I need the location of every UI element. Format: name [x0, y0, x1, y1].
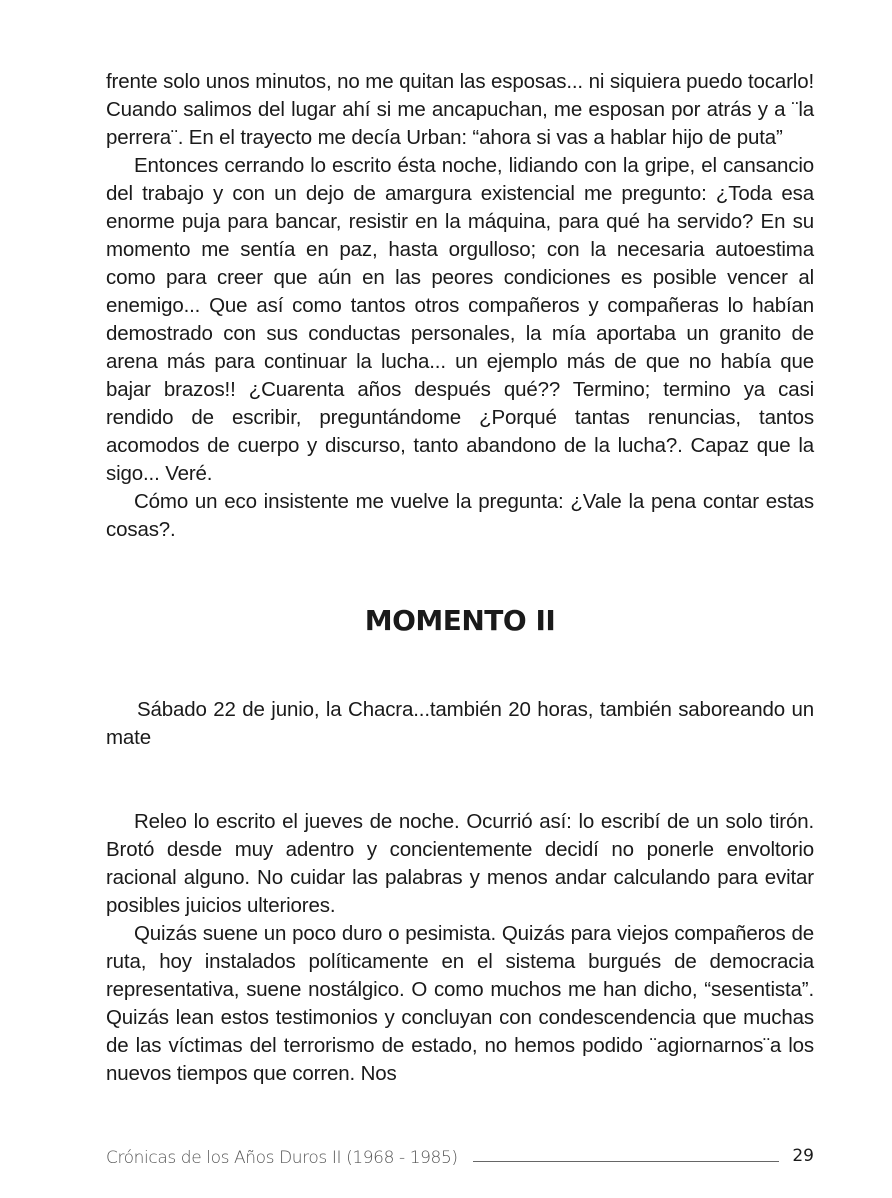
page-footer: [106, 1148, 814, 1174]
text-block-2: [106, 696, 814, 752]
paragraph: Cómo un eco insistente me vuelve la pregunta: ¿Vale la pena contar estas cosas?.: [106, 490, 814, 541]
footer-rule: [473, 1161, 779, 1162]
page-number: 29: [792, 1146, 814, 1166]
text-block-1: [106, 68, 814, 544]
section-heading: MOMENTO II: [364, 604, 556, 637]
text-block-3: [106, 808, 814, 1088]
footer-book-title: Crónicas de los Años Duros II (1968 - 1985): [106, 1148, 458, 1168]
paragraph: frente solo unos minutos, no me quitan las esposas... ni siquiera puedo tocarlo! Cuando salimos del lugar ahí si me ancapuchan, me esposan por atrás y a ¨la perrera¨. En el trayecto me decía Urban: “ahora si vas a hablar hijo de puta”: [106, 70, 814, 149]
paragraph: Releo lo escrito el jueves de noche. Ocurrió así: lo escribí de un solo tirón. Brotó desde muy adentro y concientemente decidí no ponerle envoltorio racional alguno. No cuidar las palabras y menos andar calculando para evitar posibles juicios ulteriores.: [106, 810, 814, 917]
paragraph-date: Sábado 22 de junio, la Chacra...también 20 horas, también saboreando un mate: [106, 698, 814, 749]
paragraph: Quizás suene un poco duro o pesimista. Quizás para viejos compañeros de ruta, hoy instalados políticamente en el sistema burgués de democracia representativa, suene nostálgico. O como muchos me han dicho, “sesentista”. Quizás lean estos testimonios y concluyan con condescendencia que muchas de las víctimas del terrorismo de estado, no hemos podido ¨agiornarnos¨a los nuevos tiempos que corren. Nos: [106, 922, 814, 1085]
paragraph: Entonces cerrando lo escrito ésta noche, lidiando con la gripe, el cansancio del trabajo y con un dejo de amargura existencial me pregunto: ¿Toda esa enorme puja para bancar, resistir en la máquina, para qué ha servido? En su momento me sentía en paz, hasta orgulloso; con la necesaria autoestima como para creer que aún en las peores condiciones es posible vencer al enemigo... Que así como tantos otros compañeros y compañeras lo habían demostrado con sus conductas personales, la mía aportaba un granito de arena más para continuar la lucha... un ejemplo más de que no había que bajar brazos!! ¿Cuarenta años después qué?? Termino; termino ya casi rendido de escribir, preguntándome ¿Porqué tantas renuncias, tantos acomodos de cuerpo y discurso, tanto abandono de la lucha?. Capaz que la sigo... Veré.: [106, 154, 814, 485]
